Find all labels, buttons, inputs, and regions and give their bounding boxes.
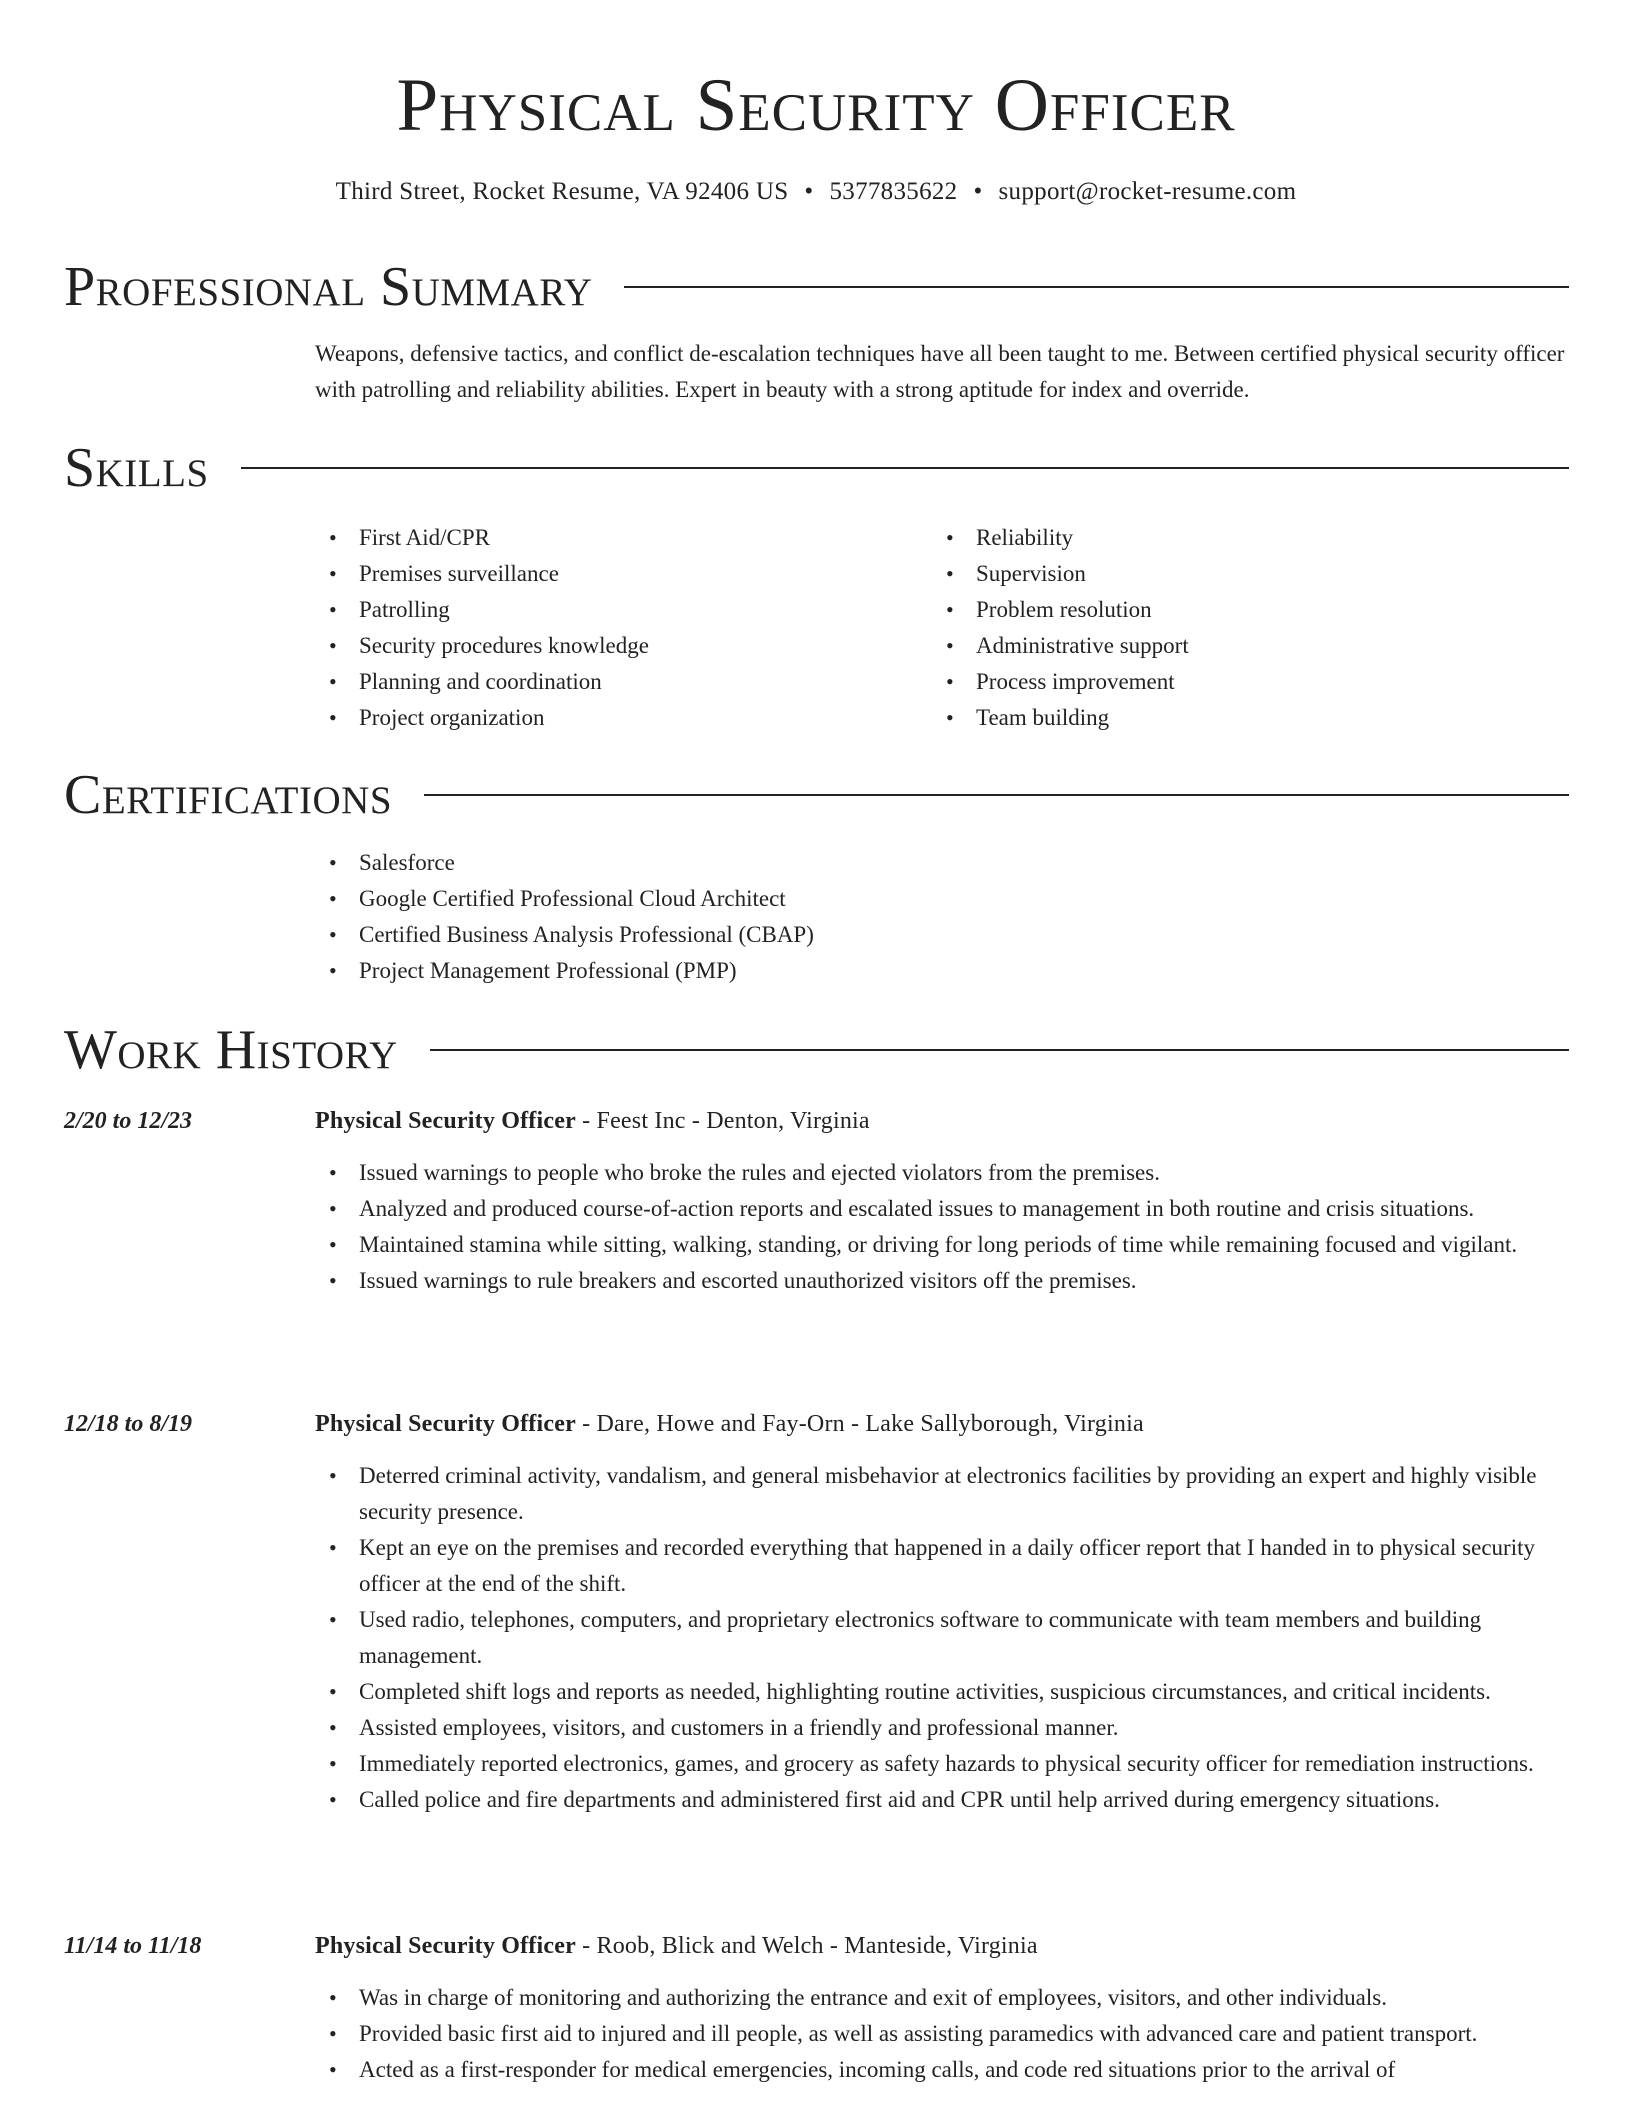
- skill-item: • Team building: [976, 700, 1532, 736]
- section-divider: [624, 286, 1569, 288]
- certification-item: • Salesforce: [359, 845, 1315, 881]
- skills-section-header: [64, 433, 1569, 503]
- job-role: Physical Security Officer: [315, 1411, 576, 1437]
- contact-separator: •: [804, 178, 814, 205]
- job-employer: - Roob, Blick and Welch - Manteside, Virginia: [575, 1933, 1038, 1959]
- summary-heading: Professional Summary: [64, 256, 593, 318]
- skills-heading: Skills: [64, 437, 209, 499]
- responsibility-item: • Provided basic first aid to injured and ill people, as well as assisting paramedics with advanced care and patient transport.: [359, 2016, 1575, 2052]
- job-heading: [315, 1928, 1565, 1964]
- work-history-section-header: [64, 1015, 1569, 1085]
- job-responsibilities: [315, 1458, 1575, 1818]
- certifications-section-header: [64, 760, 1569, 830]
- resume-name: Physical Security Officer: [396, 64, 1236, 147]
- contact-line: [0, 172, 1632, 212]
- contact-separator: •: [973, 178, 983, 205]
- work-history-heading: Work History: [64, 1019, 398, 1081]
- skills-column-left: [315, 520, 915, 736]
- responsibility-item: • Deterred criminal activity, vandalism, and general misbehavior at electronics facilities by providing an expert and highly visible security presence.: [359, 1458, 1575, 1530]
- job-heading: [315, 1406, 1565, 1442]
- job-dates: 12/18 to 8/19: [64, 1411, 193, 1437]
- job-dates: 11/14 to 11/18: [64, 1933, 202, 1959]
- job-dates: 2/20 to 12/23: [64, 1108, 193, 1134]
- skill-item: • Administrative support: [976, 628, 1532, 664]
- contact-email: support@rocket-resume.com: [998, 178, 1297, 205]
- responsibility-item: • Was in charge of monitoring and authorizing the entrance and exit of employees, visitors, and other individuals.: [359, 1980, 1575, 2016]
- responsibility-item: • Kept an eye on the premises and recorded everything that happened in a daily officer report that I handed in to physical security officer at the end of the shift.: [359, 1530, 1575, 1602]
- contact-phone: 5377835622: [829, 178, 958, 205]
- skills-column-right: [932, 520, 1532, 736]
- skill-item: • Supervision: [976, 556, 1532, 592]
- skill-item: • Security procedures knowledge: [359, 628, 915, 664]
- skill-item: • First Aid/CPR: [359, 520, 915, 556]
- certifications-heading: Certifications: [64, 764, 393, 826]
- responsibility-item: • Used radio, telephones, computers, and proprietary electronics software to communicate with team members and building management.: [359, 1602, 1575, 1674]
- section-divider: [241, 467, 1569, 469]
- job-responsibilities: [315, 1155, 1575, 1299]
- responsibility-item: • Immediately reported electronics, games, and grocery as safety hazards to physical security officer for remediation instructions.: [359, 1746, 1575, 1782]
- skill-item: • Problem resolution: [976, 592, 1532, 628]
- responsibility-item: • Analyzed and produced course-of-action reports and escalated issues to management in both routine and crisis situations.: [359, 1191, 1575, 1227]
- skill-item: • Patrolling: [359, 592, 915, 628]
- responsibility-item: • Acted as a first-responder for medical emergencies, incoming calls, and code red situations prior to the arrival of: [359, 2052, 1575, 2088]
- job-role: Physical Security Officer: [315, 1108, 576, 1134]
- responsibility-item: • Called police and fire departments and administered first aid and CPR until help arrived during emergency situations.: [359, 1782, 1575, 1818]
- certification-item: • Google Certified Professional Cloud Architect: [359, 881, 1315, 917]
- job-heading: [315, 1103, 1565, 1139]
- summary-section-header: [64, 252, 1569, 322]
- skill-item: • Premises surveillance: [359, 556, 915, 592]
- responsibility-item: • Issued warnings to rule breakers and escorted unauthorized visitors off the premises.: [359, 1263, 1575, 1299]
- skill-item: • Reliability: [976, 520, 1532, 556]
- section-divider: [424, 794, 1569, 796]
- skill-item: • Planning and coordination: [359, 664, 915, 700]
- contact-address: Third Street, Rocket Resume, VA 92406 US: [335, 178, 789, 205]
- section-divider: [430, 1049, 1569, 1051]
- job-employer: - Feest Inc - Denton, Virginia: [575, 1108, 870, 1134]
- responsibility-item: • Maintained stamina while sitting, walking, standing, or driving for long periods of time while remaining focused and vigilant.: [359, 1227, 1575, 1263]
- skill-item: • Project organization: [359, 700, 915, 736]
- responsibility-item: • Completed shift logs and reports as needed, highlighting routine activities, suspicious circumstances, and critical incidents.: [359, 1674, 1575, 1710]
- job-role: Physical Security Officer: [315, 1933, 576, 1959]
- summary-text: Weapons, defensive tactics, and conflict de-escalation techniques have all been taught to me. Between certified physical security officer with patrolling and reliability abilities. Expert in beauty with a strong aptitude for index and override.: [315, 341, 1565, 402]
- job-employer: - Dare, Howe and Fay-Orn - Lake Sallyborough, Virginia: [575, 1411, 1144, 1437]
- responsibility-item: • Assisted employees, visitors, and customers in a friendly and professional manner.: [359, 1710, 1575, 1746]
- skill-item: • Process improvement: [976, 664, 1532, 700]
- job-responsibilities: [315, 1980, 1575, 2088]
- certification-item: • Project Management Professional (PMP): [359, 953, 1315, 989]
- responsibility-item: • Issued warnings to people who broke the rules and ejected violators from the premises.: [359, 1155, 1575, 1191]
- certification-item: • Certified Business Analysis Professional (CBAP): [359, 917, 1315, 953]
- certifications-list: [315, 845, 1315, 989]
